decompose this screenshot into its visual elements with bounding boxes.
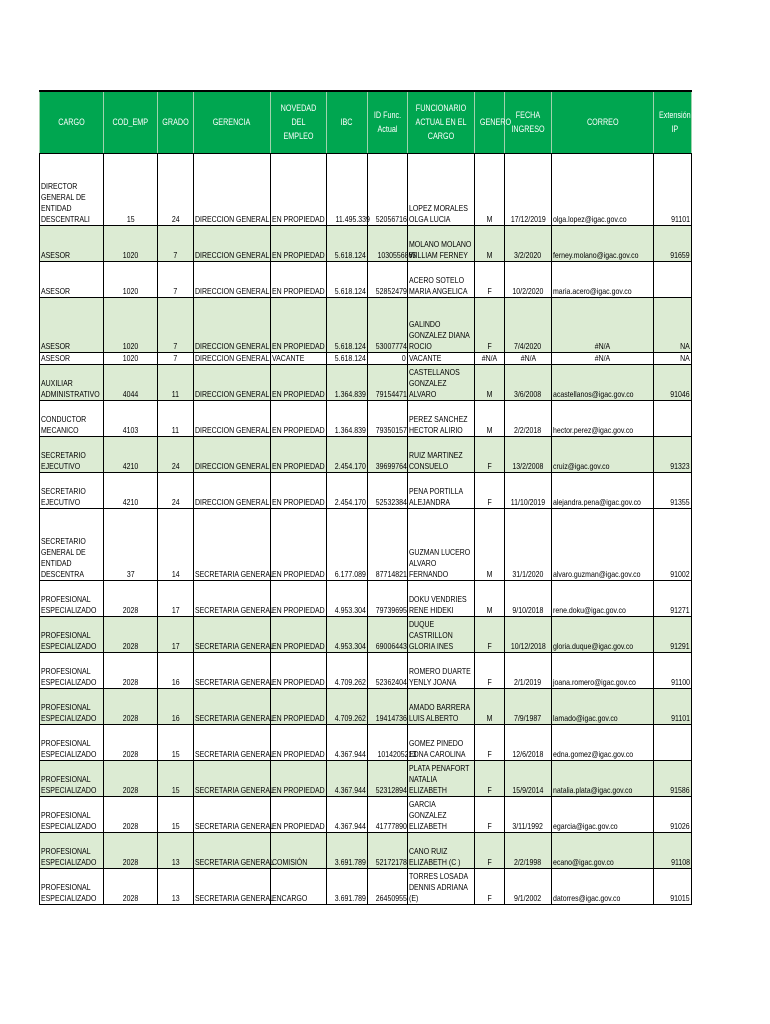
funcionario-cell: GOMEZ PINEDO EDNA CAROLINA: [408, 724, 475, 760]
cod-emp-cell: 4103: [104, 400, 158, 436]
ibc-cell: 4.709.262: [327, 688, 368, 724]
cargo-cell: CONDUCTOR MECANICO: [40, 400, 104, 436]
gerencia-cell: SECRETARIA GENERAL: [194, 688, 271, 724]
novedad-cell: EN PROPIEDAD: [271, 580, 327, 616]
cargo-cell: PROFESIONAL ESPECIALIZADO: [40, 580, 104, 616]
ibc-cell: 11.495.339: [327, 153, 368, 225]
ibc-cell: 4.953.304: [327, 616, 368, 652]
cod-emp-cell: 2028: [104, 652, 158, 688]
extension-cell: 91323: [654, 436, 692, 472]
header-novedad: NOVEDAD DEL EMPLEO: [271, 91, 327, 153]
ibc-cell: 5.618.124: [327, 261, 368, 297]
grado-cell: 17: [158, 580, 194, 616]
genero-cell: F: [475, 436, 505, 472]
extension-cell: 91046: [654, 364, 692, 400]
genero-cell: M: [475, 225, 505, 261]
table-row: [40, 400, 692, 436]
genero-cell: M: [475, 508, 505, 580]
header-correo: CORREO: [552, 91, 654, 153]
cargo-cell: ASESOR: [40, 261, 104, 297]
id-func-cell: 52312894: [368, 760, 408, 796]
header-gerencia: GERENCIA: [194, 91, 271, 153]
cargo-cell: SECRETARIO EJECUTIVO: [40, 436, 104, 472]
id-func-cell: 1030556865: [368, 225, 408, 261]
id-func-cell: 79350157: [368, 400, 408, 436]
table-row: [40, 724, 692, 760]
genero-cell: M: [475, 688, 505, 724]
header-cod-emp: COD_EMP: [104, 91, 158, 153]
ibc-cell: 4.953.304: [327, 580, 368, 616]
novedad-cell: EN PROPIEDAD: [271, 400, 327, 436]
cod-emp-cell: 1020: [104, 261, 158, 297]
ibc-cell: 4.367.944: [327, 796, 368, 832]
correo-cell: ferney.molano@igac.gov.co: [552, 225, 654, 261]
correo-cell: joana.romero@igac.gov.co: [552, 652, 654, 688]
id-func-cell: 1014205213: [368, 724, 408, 760]
spreadsheet: [39, 90, 691, 905]
genero-cell: F: [475, 261, 505, 297]
table-row: [40, 832, 692, 868]
cod-emp-cell: 4210: [104, 472, 158, 508]
correo-cell: lamado@igac.gov.co: [552, 688, 654, 724]
grado-cell: 24: [158, 472, 194, 508]
fecha-cell: 2/2/2018: [505, 400, 552, 436]
fecha-cell: 9/1/2002: [505, 868, 552, 904]
fecha-cell: 2/1/2019: [505, 652, 552, 688]
funcionario-cell: ROMERO DUARTE YENLY JOANA: [408, 652, 475, 688]
genero-cell: M: [475, 400, 505, 436]
cargo-cell: PROFESIONAL ESPECIALIZADO: [40, 760, 104, 796]
fecha-cell: 2/2/1998: [505, 832, 552, 868]
table-row: [40, 261, 692, 297]
table-row: [40, 652, 692, 688]
ibc-cell: 5.618.124: [327, 225, 368, 261]
ibc-cell: 2.454.170: [327, 436, 368, 472]
funcionario-cell: PENA PORTILLA ALEJANDRA: [408, 472, 475, 508]
correo-cell: datorres@igac.gov.co: [552, 868, 654, 904]
id-func-cell: 79154471: [368, 364, 408, 400]
header-cargo: CARGO: [40, 91, 104, 153]
grado-cell: 11: [158, 400, 194, 436]
cod-emp-cell: 2028: [104, 616, 158, 652]
header-extension: Extensión IP: [654, 91, 692, 153]
fecha-cell: 3/6/2008: [505, 364, 552, 400]
extension-cell: 91108: [654, 832, 692, 868]
novedad-cell: EN PROPIEDAD: [271, 724, 327, 760]
novedad-cell: EN PROPIEDAD: [271, 261, 327, 297]
novedad-cell: EN PROPIEDAD: [271, 508, 327, 580]
ibc-cell: 3.691.789: [327, 832, 368, 868]
fecha-cell: 31/1/2020: [505, 508, 552, 580]
cargo-cell: PROFESIONAL ESPECIALIZADO: [40, 688, 104, 724]
correo-cell: alvaro.guzman@igac.gov.co: [552, 508, 654, 580]
header-grado: GRADO: [158, 91, 194, 153]
extension-cell: [654, 261, 692, 297]
table-row: [40, 868, 692, 904]
extension-cell: NA: [654, 352, 692, 364]
extension-cell: 91291: [654, 616, 692, 652]
fecha-cell: 15/9/2014: [505, 760, 552, 796]
ibc-cell: 6.177.089: [327, 508, 368, 580]
correo-cell: rene.doku@igac.gov.co: [552, 580, 654, 616]
funcionario-cell: GARCIA GONZALEZ ELIZABETH: [408, 796, 475, 832]
funcionario-cell: MOLANO MOLANO WILLIAM FERNEY: [408, 225, 475, 261]
cargo-cell: SECRETARIO EJECUTIVO: [40, 472, 104, 508]
grado-cell: 16: [158, 652, 194, 688]
id-func-cell: 53007774: [368, 297, 408, 352]
header-id-func: ID Func. Actual: [368, 91, 408, 153]
genero-cell: M: [475, 580, 505, 616]
ibc-cell: 5.618.124: [327, 297, 368, 352]
funcionario-cell: CANO RUIZ ELIZABETH (C ): [408, 832, 475, 868]
cod-emp-cell: 2028: [104, 832, 158, 868]
grado-cell: 15: [158, 724, 194, 760]
cod-emp-cell: 2028: [104, 688, 158, 724]
cod-emp-cell: 37: [104, 508, 158, 580]
cargo-cell: ASESOR: [40, 352, 104, 364]
gerencia-cell: DIRECCION GENERAL: [194, 225, 271, 261]
cod-emp-cell: 15: [104, 153, 158, 225]
novedad-cell: EN PROPIEDAD: [271, 297, 327, 352]
novedad-cell: COMISIÓN: [271, 832, 327, 868]
cod-emp-cell: 4210: [104, 436, 158, 472]
extension-cell: 91586: [654, 760, 692, 796]
correo-cell: gloria.duque@igac.gov.co: [552, 616, 654, 652]
extension-cell: 91101: [654, 153, 692, 225]
gerencia-cell: SECRETARIA GENERAL: [194, 832, 271, 868]
extension-cell: 91271: [654, 580, 692, 616]
table-row: [40, 616, 692, 652]
id-func-cell: 41777890: [368, 796, 408, 832]
employee-table: [39, 90, 692, 905]
table-row: [40, 472, 692, 508]
cargo-cell: AUXILIAR ADMINISTRATIVO: [40, 364, 104, 400]
extension-cell: 91002: [654, 508, 692, 580]
funcionario-cell: DOKU VENDRIES RENE HIDEKI: [408, 580, 475, 616]
funcionario-cell: GUZMAN LUCERO ALVARO FERNANDO: [408, 508, 475, 580]
grado-cell: 11: [158, 364, 194, 400]
funcionario-cell: PLATA PENAFORT NATALIA ELIZABETH: [408, 760, 475, 796]
gerencia-cell: SECRETARIA GENERAL: [194, 760, 271, 796]
id-func-cell: 26450955: [368, 868, 408, 904]
ibc-cell: 4.367.944: [327, 760, 368, 796]
cod-emp-cell: 1020: [104, 225, 158, 261]
fecha-cell: 11/10/2019: [505, 472, 552, 508]
ibc-cell: 5.618.124: [327, 352, 368, 364]
grado-cell: 15: [158, 796, 194, 832]
funcionario-cell: VACANTE: [408, 352, 475, 364]
correo-cell: acastellanos@igac.gov.co: [552, 364, 654, 400]
novedad-cell: EN PROPIEDAD: [271, 652, 327, 688]
fecha-cell: 17/12/2019: [505, 153, 552, 225]
cod-emp-cell: 1020: [104, 352, 158, 364]
header-genero: GENERO: [475, 91, 505, 153]
cod-emp-cell: 2028: [104, 724, 158, 760]
novedad-cell: EN PROPIEDAD: [271, 153, 327, 225]
grado-cell: 13: [158, 832, 194, 868]
cargo-cell: PROFESIONAL ESPECIALIZADO: [40, 868, 104, 904]
extension-cell: NA: [654, 297, 692, 352]
table-row: [40, 352, 692, 364]
gerencia-cell: SECRETARIA GENERAL: [194, 652, 271, 688]
correo-cell: cruiz@igac.gov.co: [552, 436, 654, 472]
genero-cell: #N/A: [475, 352, 505, 364]
gerencia-cell: SECRETARIA GENERAL: [194, 868, 271, 904]
novedad-cell: ENCARGO: [271, 868, 327, 904]
fecha-cell: 13/2/2008: [505, 436, 552, 472]
id-func-cell: 87714821: [368, 508, 408, 580]
gerencia-cell: SECRETARIA GENERAL: [194, 724, 271, 760]
grado-cell: 7: [158, 297, 194, 352]
extension-cell: 91015: [654, 868, 692, 904]
fecha-cell: 7/9/1987: [505, 688, 552, 724]
correo-cell: #N/A: [552, 297, 654, 352]
extension-cell: 91355: [654, 472, 692, 508]
funcionario-cell: GALINDO GONZALEZ DIANA ROCIO: [408, 297, 475, 352]
gerencia-cell: DIRECCION GENERAL: [194, 297, 271, 352]
grado-cell: 16: [158, 688, 194, 724]
correo-cell: maria.acero@igac.gov.co: [552, 261, 654, 297]
novedad-cell: EN PROPIEDAD: [271, 616, 327, 652]
cargo-cell: PROFESIONAL ESPECIALIZADO: [40, 616, 104, 652]
id-func-cell: 52362404: [368, 652, 408, 688]
genero-cell: F: [475, 616, 505, 652]
genero-cell: F: [475, 724, 505, 760]
correo-cell: egarcia@igac.gov.co: [552, 796, 654, 832]
grado-cell: 24: [158, 436, 194, 472]
id-func-cell: 19414736: [368, 688, 408, 724]
ibc-cell: 1.364.839: [327, 400, 368, 436]
ibc-cell: 1.364.839: [327, 364, 368, 400]
fecha-cell: 7/4/2020: [505, 297, 552, 352]
table-row: [40, 760, 692, 796]
novedad-cell: EN PROPIEDAD: [271, 225, 327, 261]
cargo-cell: SECRETARIO GENERAL DE ENTIDAD DESCENTRA: [40, 508, 104, 580]
genero-cell: F: [475, 796, 505, 832]
cargo-cell: PROFESIONAL ESPECIALIZADO: [40, 724, 104, 760]
header-funcionario: FUNCIONARIO ACTUAL EN EL CARGO: [408, 91, 475, 153]
grado-cell: 24: [158, 153, 194, 225]
fecha-cell: 9/10/2018: [505, 580, 552, 616]
funcionario-cell: PEREZ SANCHEZ HECTOR ALIRIO: [408, 400, 475, 436]
funcionario-cell: DUQUE CASTRILLON GLORIA INES: [408, 616, 475, 652]
fecha-cell: #N/A: [505, 352, 552, 364]
extension-cell: [654, 724, 692, 760]
extension-cell: 91026: [654, 796, 692, 832]
id-func-cell: 79739695: [368, 580, 408, 616]
gerencia-cell: SECRETARIA GENERAL: [194, 796, 271, 832]
gerencia-cell: SECRETARIA GENERAL: [194, 616, 271, 652]
id-func-cell: 0: [368, 352, 408, 364]
novedad-cell: EN PROPIEDAD: [271, 364, 327, 400]
cargo-cell: ASESOR: [40, 225, 104, 261]
genero-cell: M: [475, 364, 505, 400]
cargo-cell: PROFESIONAL ESPECIALIZADO: [40, 652, 104, 688]
id-func-cell: 69006443: [368, 616, 408, 652]
cargo-cell: ASESOR: [40, 297, 104, 352]
table-row: [40, 508, 692, 580]
fecha-cell: 10/2/2020: [505, 261, 552, 297]
extension-cell: 91659: [654, 225, 692, 261]
genero-cell: F: [475, 652, 505, 688]
cod-emp-cell: 1020: [104, 297, 158, 352]
novedad-cell: EN PROPIEDAD: [271, 796, 327, 832]
correo-cell: natalia.plata@igac.gov.co: [552, 760, 654, 796]
table-row: [40, 796, 692, 832]
fecha-cell: 10/12/2018: [505, 616, 552, 652]
table-row: [40, 225, 692, 261]
fecha-cell: 12/6/2018: [505, 724, 552, 760]
correo-cell: hector.perez@igac.gov.co: [552, 400, 654, 436]
gerencia-cell: DIRECCION GENERAL: [194, 261, 271, 297]
extension-cell: 91100: [654, 652, 692, 688]
correo-cell: ecano@igac.gov.co: [552, 832, 654, 868]
grado-cell: 7: [158, 225, 194, 261]
id-func-cell: 39699764: [368, 436, 408, 472]
cod-emp-cell: 2028: [104, 580, 158, 616]
cargo-cell: PROFESIONAL ESPECIALIZADO: [40, 796, 104, 832]
cargo-cell: DIRECTOR GENERAL DE ENTIDAD DESCENTRALI: [40, 153, 104, 225]
gerencia-cell: SECRETARIA GENERAL: [194, 508, 271, 580]
table-row: [40, 688, 692, 724]
grado-cell: 7: [158, 352, 194, 364]
fecha-cell: 3/11/1992: [505, 796, 552, 832]
genero-cell: F: [475, 868, 505, 904]
id-func-cell: 52056716: [368, 153, 408, 225]
grado-cell: 14: [158, 508, 194, 580]
funcionario-cell: ACERO SOTELO MARIA ANGELICA: [408, 261, 475, 297]
id-func-cell: 52172178: [368, 832, 408, 868]
gerencia-cell: DIRECCION GENERAL: [194, 436, 271, 472]
gerencia-cell: DIRECCION GENERAL: [194, 400, 271, 436]
novedad-cell: EN PROPIEDAD: [271, 472, 327, 508]
header-fecha: FECHA INGRESO: [505, 91, 552, 153]
funcionario-cell: CASTELLANOS GONZALEZ ALVARO: [408, 364, 475, 400]
cargo-cell: PROFESIONAL ESPECIALIZADO: [40, 832, 104, 868]
novedad-cell: VACANTE: [271, 352, 327, 364]
correo-cell: #N/A: [552, 352, 654, 364]
genero-cell: F: [475, 760, 505, 796]
funcionario-cell: LOPEZ MORALES OLGA LUCIA: [408, 153, 475, 225]
fecha-cell: 3/2/2020: [505, 225, 552, 261]
table-row: [40, 580, 692, 616]
cod-emp-cell: 2028: [104, 868, 158, 904]
novedad-cell: EN PROPIEDAD: [271, 688, 327, 724]
ibc-cell: 4.367.944: [327, 724, 368, 760]
grado-cell: 13: [158, 868, 194, 904]
table-row: [40, 364, 692, 400]
table-row: [40, 436, 692, 472]
grado-cell: 15: [158, 760, 194, 796]
gerencia-cell: DIRECCION GENERAL: [194, 472, 271, 508]
cod-emp-cell: 4044: [104, 364, 158, 400]
gerencia-cell: DIRECCION GENERAL: [195, 352, 270, 363]
ibc-cell: 4.709.262: [327, 652, 368, 688]
grado-cell: 17: [158, 616, 194, 652]
extension-cell: 91101: [654, 688, 692, 724]
novedad-cell: EN PROPIEDAD: [271, 760, 327, 796]
gerencia-cell: DIRECCION GENERAL: [194, 153, 271, 225]
genero-cell: F: [475, 832, 505, 868]
header-ibc: IBC: [327, 91, 368, 153]
funcionario-cell: TORRES LOSADA DENNIS ADRIANA (E): [408, 868, 475, 904]
id-func-cell: 52532384: [368, 472, 408, 508]
correo-cell: edna.gomez@igac.gov.co: [552, 724, 654, 760]
correo-cell: alejandra.pena@igac.gov.co: [552, 472, 654, 508]
ibc-cell: 3.691.789: [327, 868, 368, 904]
genero-cell: F: [475, 472, 505, 508]
gerencia-cell: DIRECCION GENERAL: [194, 364, 271, 400]
id-func-cell: 52852479: [368, 261, 408, 297]
cod-emp-cell: 2028: [104, 796, 158, 832]
cod-emp-cell: 2028: [104, 760, 158, 796]
genero-cell: F: [475, 297, 505, 352]
grado-cell: 7: [158, 261, 194, 297]
genero-cell: M: [475, 153, 505, 225]
gerencia-cell: SECRETARIA GENERAL: [194, 580, 271, 616]
extension-cell: [654, 400, 692, 436]
ibc-cell: 2.454.170: [327, 472, 368, 508]
funcionario-cell: AMADO BARRERA LUIS ALBERTO: [408, 688, 475, 724]
table-row: [40, 153, 692, 225]
header-row: [40, 91, 692, 153]
correo-cell: olga.lopez@igac.gov.co: [552, 153, 654, 225]
novedad-cell: EN PROPIEDAD: [271, 436, 327, 472]
table-row: [40, 297, 692, 352]
funcionario-cell: RUIZ MARTINEZ CONSUELO: [408, 436, 475, 472]
